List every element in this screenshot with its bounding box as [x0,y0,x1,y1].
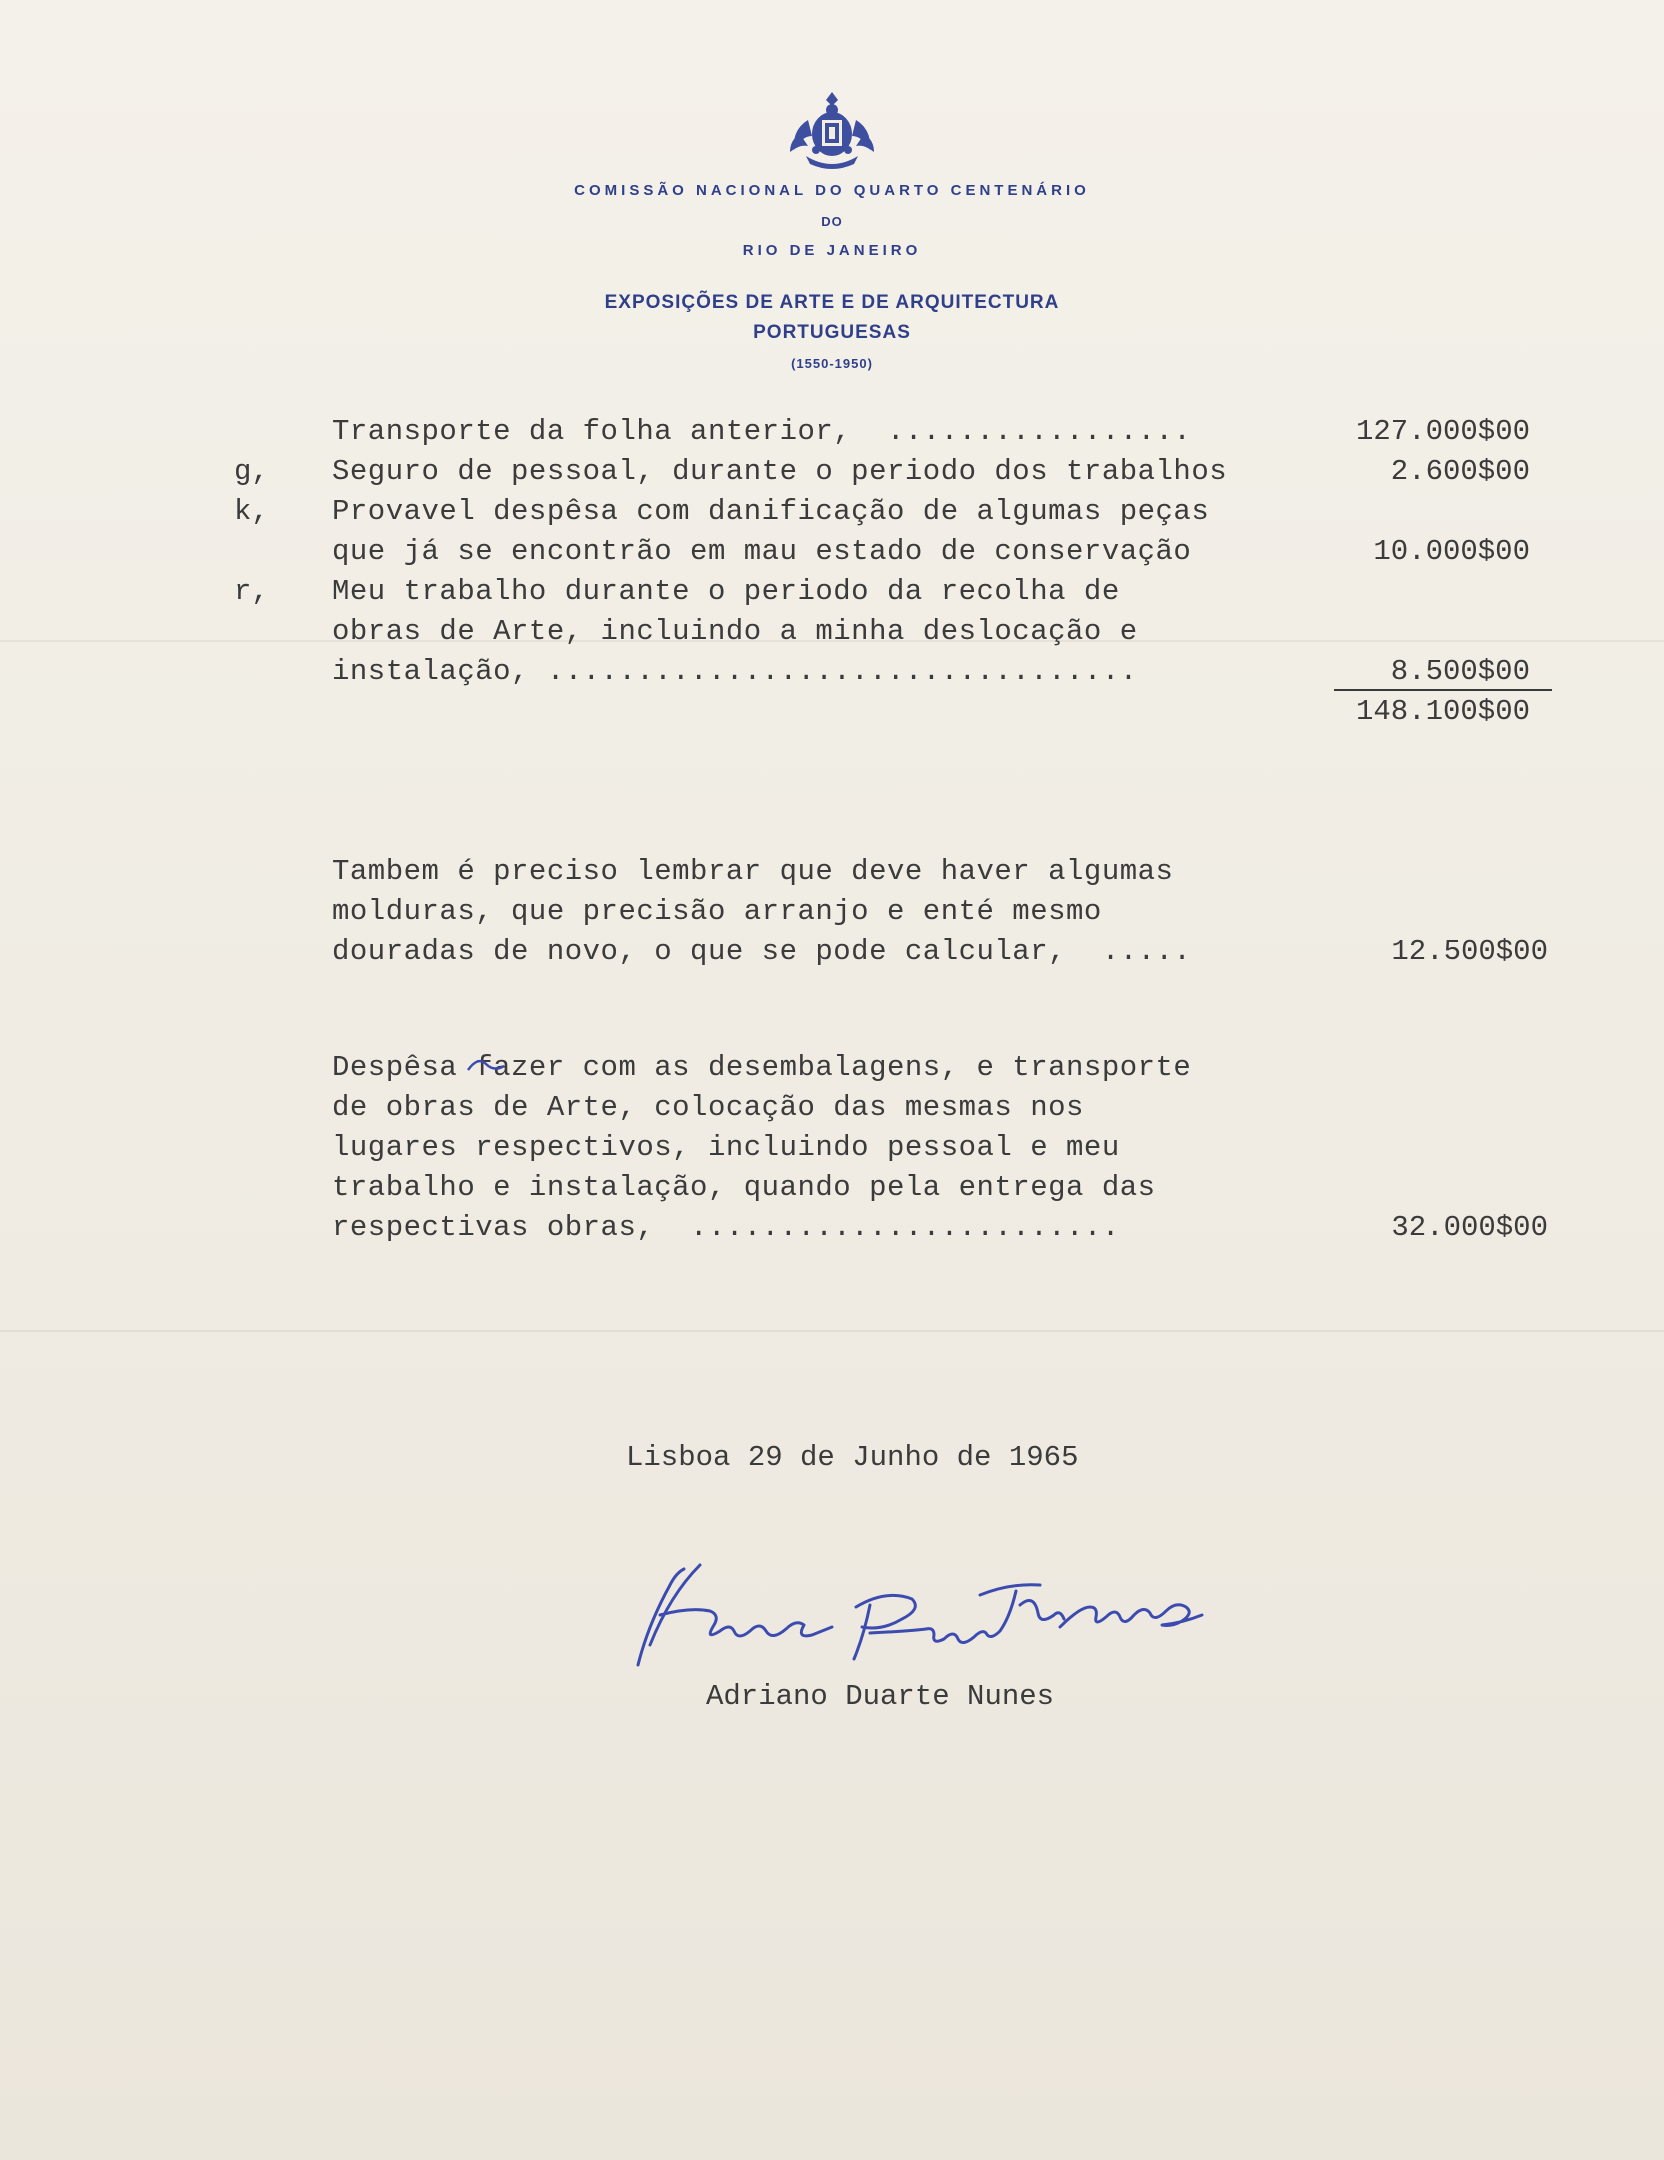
item-amount: 2.600$00 [1390,455,1530,488]
handwritten-correction-mark [466,1054,506,1074]
paragraph-amount: 32.000$00 [1391,1211,1548,1244]
item-amount: 10.000$00 [1373,535,1530,568]
item-line: Provavel despêsa com danificação de algumas peças [332,495,1210,528]
letterhead-portuguesas: PORTUGUESAS [753,322,911,343]
item-line: Meu trabalho durante o periodo da recolha de [332,575,1120,608]
paper-fold [0,1330,1664,1332]
letterhead-years: (1550-1950) [791,356,873,371]
item-line: obras de Arte, incluindo a minha deslocação e [332,615,1138,648]
date-line: Lisboa 29 de Junho de 1965 [626,1441,1079,1474]
paragraph-amount: 12.500$00 [1391,935,1548,968]
handwritten-signature [620,1545,1270,1675]
letterhead-commission: COMISSÃO NACIONAL DO QUARTO CENTENÁRIO [574,182,1090,199]
paragraph-line: molduras, que precisão arranjo e enté mesmo [332,895,1102,928]
signer-name: Adriano Duarte Nunes [706,1680,1055,1713]
paragraph-line: respectivas obras, ........................ [332,1211,1120,1244]
item-amount: 127.000$00 [1355,415,1530,448]
total-underline [1334,689,1552,691]
paragraph-line: douradas de novo, o que se pode calcular, ..... [332,935,1192,968]
paragraph-line: Tambem é preciso lembrar que deve haver algumas [332,855,1174,888]
item-line: que já se encontrão em mau estado de conservação [332,535,1192,568]
subtotal-amount: 148.100$00 [1355,695,1530,728]
letterhead-exhibitions: EXPOSIÇÕES DE ARTE E DE ARQUITECTURA [604,292,1060,313]
letterhead-city: RIO DE JANEIRO [742,242,922,259]
item-marker: g, [234,455,269,488]
item-marker: r, [234,575,269,608]
paragraph-line: lugares respectivos, incluindo pessoal e meu [332,1131,1120,1164]
paragraph-line: de obras de Arte, colocação das mesmas nos [332,1091,1084,1124]
item-marker: k, [234,495,269,528]
item-amount: 8.500$00 [1390,655,1530,688]
paragraph-line: Despêsa fazer com as desembalagens, e transporte [332,1051,1192,1084]
item-line: Seguro de pessoal, durante o periodo dos trabalhos [332,455,1228,488]
item-line: instalação, ................................. [332,655,1138,688]
item-line: Transporte da folha anterior, ................. [332,415,1228,448]
coat-of-arms-seal-icon [786,90,878,170]
paragraph-line: trabalho e instalação, quando pela entrega das [332,1171,1156,1204]
letterhead-do: DO [821,214,843,229]
